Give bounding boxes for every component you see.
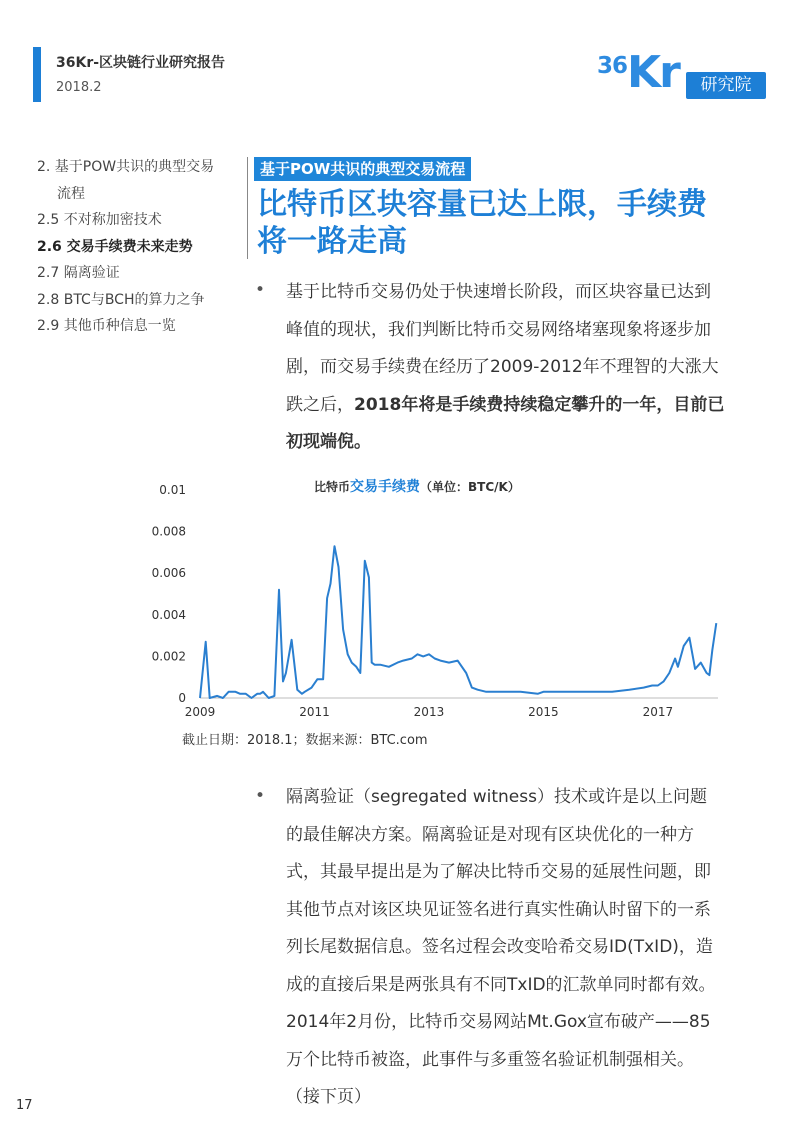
y-tick-label: 0.006	[151, 566, 186, 581]
y-tick-label: 0	[178, 691, 186, 705]
y-tick-label: 0.008	[151, 524, 186, 539]
y-tick-label: 0.004	[151, 607, 186, 622]
bullet-marker-1: •	[255, 280, 266, 300]
toc-item-2-8[interactable]: 2.8 BTC与BCH的算力之争	[37, 291, 205, 308]
toc-item-2-9[interactable]: 2.9 其他币种信息一览	[37, 318, 176, 334]
x-tick-label: 2017	[642, 705, 674, 719]
chart-title-highlight: 交易手续费	[350, 479, 421, 495]
toc-item-2[interactable]: 2. 基于POW共识的典型交易	[37, 159, 215, 175]
report-title: 36Kr-区块链行业研究报告	[56, 55, 226, 71]
x-tick-label: 2013	[413, 705, 445, 719]
header-accent-bar	[33, 47, 41, 102]
logo-kr: Kr	[627, 47, 679, 98]
chart-title-prefix: 比特币	[314, 480, 351, 494]
toc-item-2-6[interactable]: 2.6 交易手续费未来走势	[37, 238, 193, 255]
table-of-contents	[37, 154, 242, 340]
fee-chart-svg	[142, 470, 732, 720]
bullet-marker-2: •	[255, 786, 266, 806]
fee-series-line	[200, 546, 716, 698]
section-headline: 比特币区块容量已达上限，手续费将一路走高	[257, 187, 707, 259]
x-tick-label: 2015	[528, 705, 559, 719]
toc-item-2-5[interactable]: 2.5 不对称加密技术	[37, 212, 162, 228]
page-number: 17	[16, 1098, 33, 1113]
fee-chart	[142, 470, 732, 720]
logo-number: 36	[597, 53, 628, 79]
logo-badge: 研究院	[686, 72, 766, 99]
y-tick-label: 0.01	[159, 483, 186, 497]
toc-item-2-cont[interactable]: 流程	[57, 185, 85, 202]
bullet-1-emphasis: 2018年将是手续费持续稳定攀升的一年，目前已初现端倪。	[286, 394, 725, 452]
bullet-1-text: 基于比特币交易仍处于快速增长阶段，而区块容量已达到峰值的现状，我们判断比特币交易网络堵塞现象将逐步加剧，而交易手续费在经历了2009-2012年不理智的大涨大跌之后，	[286, 282, 719, 415]
y-tick-label: 0.002	[151, 649, 186, 664]
36kr-logo	[597, 49, 769, 101]
bullet-paragraph-1	[286, 274, 726, 462]
report-date: 2018.2	[56, 80, 102, 95]
section-tag: 基于POW共识的典型交易流程	[254, 157, 471, 181]
bullet-paragraph-2: 隔离验证（segregated witness）技术或许是以上问题的最佳解决方案。隔离验证是对现有区块优化的一种方式，其最早提出是为了解决比特币交易的延展性问题，即其他节点对该区块见证签名进行真实性确认时留下的一系列长尾数据信息。签名过程会改变哈希交易ID(TxID)，造成的直接后果是两张具有不同TxID的汇款单同时都有效。2014年2月份，比特币交易网站Mt.Gox宣布破产——85万个比特币被盗，此事件与多重签名验证机制强相关。（接下页）	[286, 787, 716, 1107]
toc-item-2-7[interactable]: 2.7 隔离验证	[37, 265, 120, 281]
chart-title-suffix: （单位：BTC/K）	[420, 480, 520, 494]
toc-divider	[247, 157, 248, 259]
chart-title	[314, 476, 520, 496]
chart-source-note: 截止日期：2018.1；数据来源：BTC.com	[182, 733, 428, 748]
x-tick-label: 2011	[299, 705, 330, 719]
x-tick-label: 2009	[184, 705, 216, 719]
